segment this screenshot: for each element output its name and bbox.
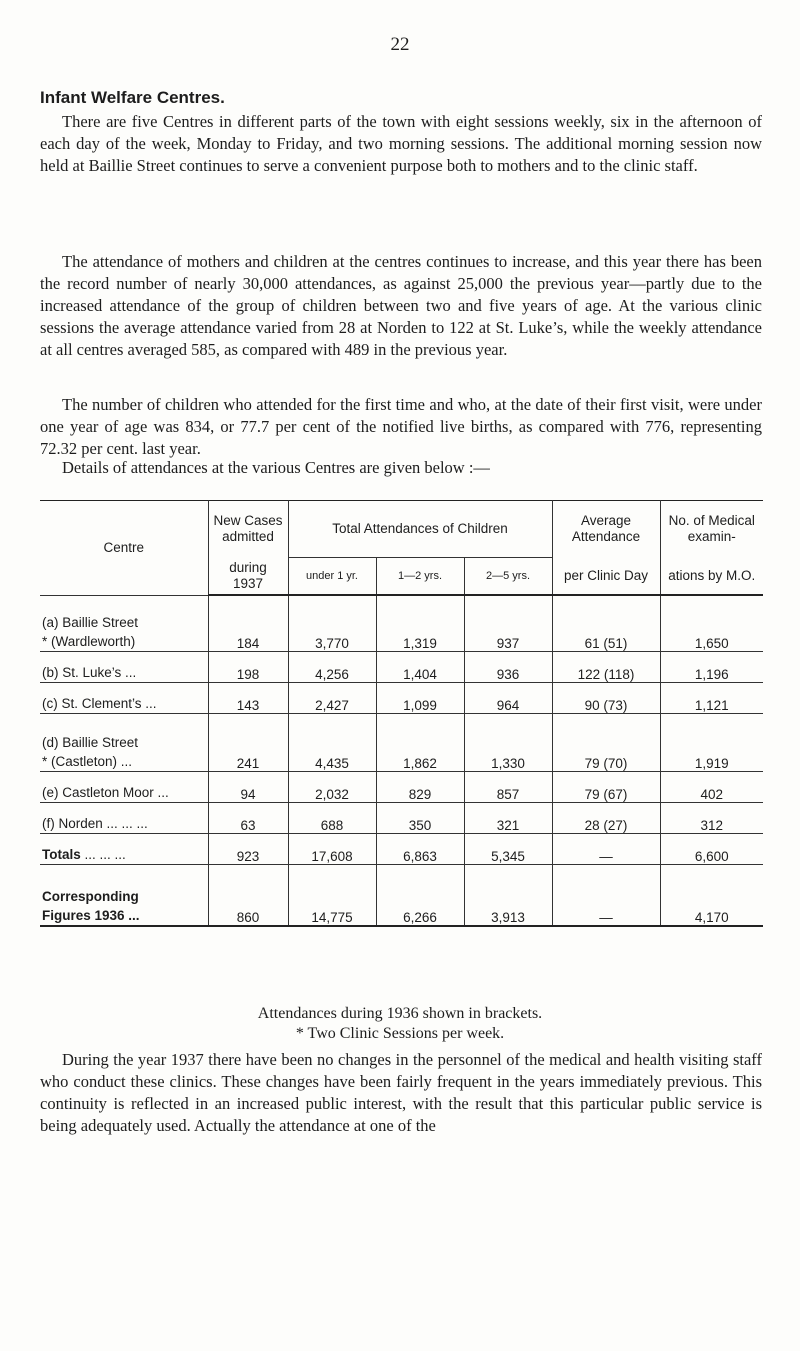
cell-under-1: 17,608 — [288, 833, 376, 864]
header-average-sub: per Clinic Day — [552, 558, 660, 596]
leader-dots: ... ... ... — [102, 815, 148, 831]
centre-name: (c) St. Clement’s — [42, 695, 142, 711]
cell-average: 79 (67) — [552, 771, 660, 802]
leader-dots: ... — [121, 664, 137, 680]
header-new-cases-sub: during 1937 — [208, 558, 288, 596]
row-centre — [40, 713, 208, 771]
table-row — [40, 651, 763, 682]
cell-2-5-yrs: 1,330 — [464, 713, 552, 771]
cell-average: 90 (73) — [552, 682, 660, 713]
cell-2-5-yrs: 3,913 — [464, 864, 552, 926]
row-centre — [40, 651, 208, 682]
cell-new-cases: 241 — [208, 713, 288, 771]
cell-under-1: 4,256 — [288, 651, 376, 682]
cell-2-5-yrs: 857 — [464, 771, 552, 802]
leader-dots: ... — [117, 753, 133, 769]
cell-1-2-yrs: 1,099 — [376, 682, 464, 713]
centre-name: * (Wardleworth) — [42, 633, 136, 649]
header-1-2-yrs: 1—2 yrs. — [376, 558, 464, 596]
header-under-1: under 1 yr. — [288, 558, 376, 596]
leader-dots: ... — [124, 908, 140, 923]
table-row — [40, 682, 763, 713]
cell-medical: 4,170 — [660, 864, 763, 926]
centre-name: (e) Castleton Moor — [42, 784, 154, 800]
centre-name: (f) Norden — [42, 815, 103, 831]
attendance-table — [40, 500, 763, 927]
page-number: 22 — [390, 34, 410, 55]
note-asterisk: * Two Clinic Sessions per week. — [295, 1025, 505, 1042]
centre-name-line1: Corresponding — [42, 889, 139, 904]
cell-medical: 312 — [660, 802, 763, 833]
cell-2-5-yrs: 936 — [464, 651, 552, 682]
cell-under-1: 2,032 — [288, 771, 376, 802]
cell-new-cases: 143 — [208, 682, 288, 713]
row-centre — [40, 771, 208, 802]
totals-row — [40, 833, 763, 864]
cell-2-5-yrs: 321 — [464, 802, 552, 833]
cell-average: — — [552, 864, 660, 926]
row-centre — [40, 682, 208, 713]
cell-2-5-yrs: 5,345 — [464, 833, 552, 864]
paragraph-details-intro: Details of attendances at the various Centres are given below :— — [62, 458, 490, 477]
centre-name-line1: (d) Baillie Street — [42, 734, 139, 750]
table-row — [40, 771, 763, 802]
header-medical: No. of Medical examin- — [660, 501, 763, 558]
cell-under-1: 14,775 — [288, 864, 376, 926]
cell-medical: 1,196 — [660, 651, 763, 682]
cell-new-cases: 860 — [208, 864, 288, 926]
cell-2-5-yrs: 964 — [464, 682, 552, 713]
cell-1-2-yrs: 1,319 — [376, 595, 464, 651]
cell-1-2-yrs: 6,266 — [376, 864, 464, 926]
cell-average: 79 (70) — [552, 713, 660, 771]
table-row — [40, 802, 763, 833]
cell-under-1: 688 — [288, 802, 376, 833]
header-medical-sub: ations by M.O. — [660, 558, 763, 596]
cell-1-2-yrs: 829 — [376, 771, 464, 802]
centre-name: Totals — [42, 846, 81, 862]
row-centre — [40, 595, 208, 651]
leader-dots: ... — [153, 784, 169, 800]
centre-name: * (Castleton) — [42, 753, 118, 769]
cell-medical: 6,600 — [660, 833, 763, 864]
header-new-cases: New Cases admitted — [208, 501, 288, 558]
cell-new-cases: 184 — [208, 595, 288, 651]
centre-name-line1: (a) Baillie Street — [42, 614, 139, 630]
cell-new-cases: 198 — [208, 651, 288, 682]
cell-medical: 1,121 — [660, 682, 763, 713]
paragraph-attendance: The attendance of mothers and children at the centres continues to increase, and this year there has been the record number of nearly 30,000 attendances, as against 25,000 the previous year—partly due to the increased attendance of the group of children between two and five years of age. At the various clinic sessions the average attendance varied from 28 at Norden to 122 at St. Luke’s, while the weekly attendance at all centres averaged 585, as compared with 489 in the previous year. — [40, 252, 762, 359]
paragraph-first-visits: The number of children who attended for the first time and who, at the date of their first visit, were under one year of age was 834, or 77.7 per cent of the notified live births, as compared with 776, representing 72.32 per cent. last year. — [40, 395, 762, 458]
cell-new-cases: 94 — [208, 771, 288, 802]
cell-2-5-yrs: 937 — [464, 595, 552, 651]
cell-medical: 1,919 — [660, 713, 763, 771]
cell-medical: 402 — [660, 771, 763, 802]
table-row — [40, 595, 763, 651]
comparison-row — [40, 864, 763, 926]
cell-under-1: 4,435 — [288, 713, 376, 771]
section-heading: Infant Welfare Centres. — [40, 88, 225, 107]
cell-average: 122 (118) — [552, 651, 660, 682]
centre-name: (b) St. Luke’s — [42, 664, 122, 680]
leader-dots: ... ... ... — [80, 846, 126, 862]
cell-1-2-yrs: 1,862 — [376, 713, 464, 771]
cell-1-2-yrs: 6,863 — [376, 833, 464, 864]
cell-average: 28 (27) — [552, 802, 660, 833]
leader-dots: ... — [141, 695, 157, 711]
centre-name: Figures 1936 — [42, 908, 125, 923]
cell-1-2-yrs: 350 — [376, 802, 464, 833]
row-centre — [40, 802, 208, 833]
table-row — [40, 713, 763, 771]
cell-under-1: 2,427 — [288, 682, 376, 713]
row-centre — [40, 864, 208, 926]
cell-average: — — [552, 833, 660, 864]
cell-1-2-yrs: 1,404 — [376, 651, 464, 682]
header-centre: Centre — [40, 501, 208, 596]
note-brackets: Attendances during 1936 shown in brackets. — [257, 1005, 543, 1022]
cell-under-1: 3,770 — [288, 595, 376, 651]
row-centre — [40, 833, 208, 864]
cell-new-cases: 63 — [208, 802, 288, 833]
header-total-attendances: Total Attendances of Children — [288, 501, 552, 558]
cell-average: 61 (51) — [552, 595, 660, 651]
paragraph-centres: There are five Centres in different parts of the town with eight sessions weekly, six in the afternoon of each day of the week, Monday to Friday, and two morning sessions. The additional morning session now held at Baillie Street continues to serve a convenient purpose both to mothers and to the clinic staff. — [40, 112, 762, 175]
header-2-5-yrs: 2—5 yrs. — [464, 558, 552, 596]
cell-medical: 1,650 — [660, 595, 763, 651]
paragraph-staff: During the year 1937 there have been no changes in the personnel of the medical and health visiting staff who conduct these clinics. These changes have been fairly frequent in the years immediately previous. This continuity is reflected in an increased public interest, with the result that this particular public service is being adequately used. Actually the attendance at one of the — [40, 1050, 762, 1135]
cell-new-cases: 923 — [208, 833, 288, 864]
header-average: Average Attendance — [552, 501, 660, 558]
